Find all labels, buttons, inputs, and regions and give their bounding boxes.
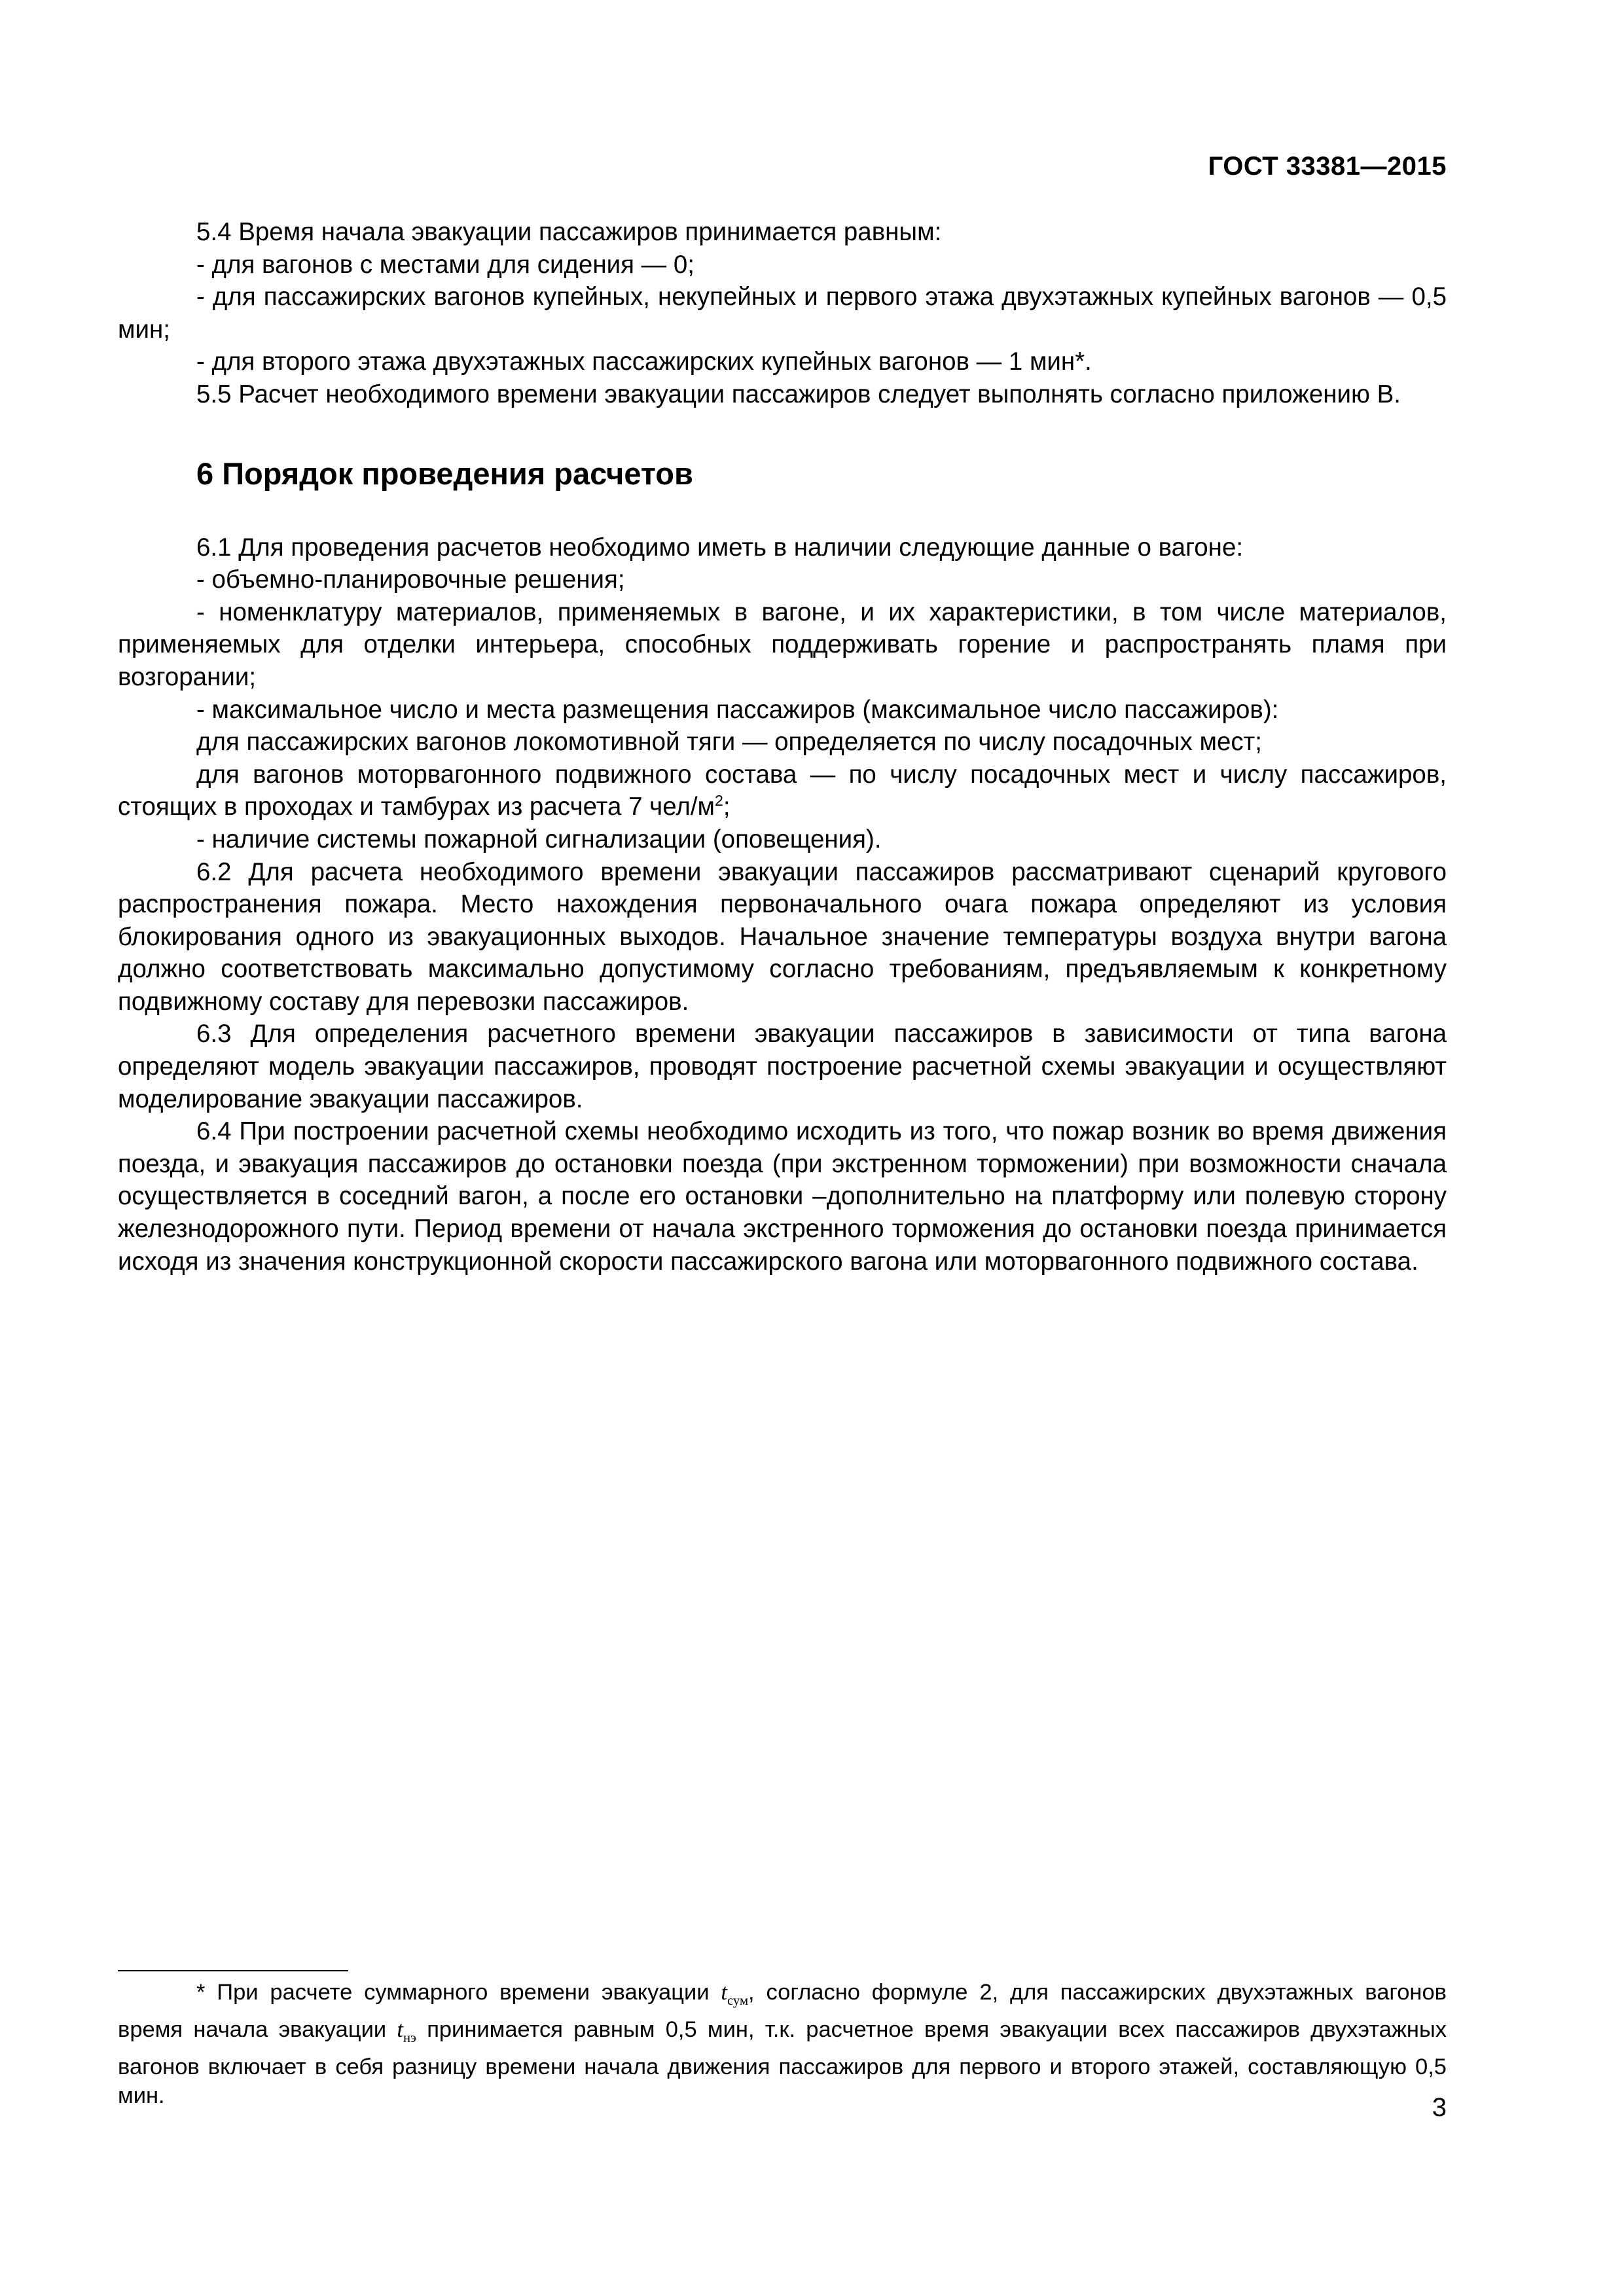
footnote-text-2: , согласно формуле 2, для пассажирских двухэтажных вагонов время начала эвакуации (118, 1980, 1447, 2042)
footnote-separator (118, 1970, 348, 1971)
list-item: - номенклатуру материалов, применяемых в вагоне, и их характеристики, в том числе материалов, применяемых для отделки интерьера, способных поддерживать горение и распространять пламя при возгорании; (118, 598, 1447, 691)
paragraph-6-2: 6.2 Для расчета необходимого времени эвакуации пассажиров рассматривают сценарий кругового распространения пожара. Место нахождения первоначального очага пожара определяют из условия блокирования одного из эвакуационных выходов. Начальное значение температуры воздуха внутри вагона должно соответствовать максимально допустимому согласно требованиям, предъявляемым к конкретному подвижному составу для перевозки пассажиров. (118, 857, 1447, 1016)
list-item: - для пассажирских вагонов купейных, некупейных и первого этажа двухэтажных купейных вагонов — 0,5 мин; (118, 283, 1447, 344)
paragraph-5-4: 5.4 Время начала эвакуации пассажиров принимается равным: (196, 218, 942, 246)
variable-symbol: t (721, 1980, 727, 2005)
list-item: - для второго этажа двухэтажных пассажирских купейных вагонов — 1 мин*. (196, 348, 1092, 376)
list-subitem (118, 759, 1447, 823)
variable-subscript: нэ (403, 2030, 416, 2045)
paragraph-6-1: 6.1 Для проведения расчетов необходимо иметь в наличии следующие данные о вагоне: (196, 533, 1244, 562)
footnote-text-3: принимается равным 0,5 мин, т.к. расчетное время эвакуации всех пассажиров двухэтажных вагонов включает в себя разницу времени начала движения пассажиров для первого и второго этажей, составляющую 0,5 мин. (118, 2017, 1447, 2108)
document-body (118, 216, 1447, 1278)
document-header: ГОСТ 33381—2015 (1208, 152, 1447, 181)
list-subitem-text: для вагонов моторвагонного подвижного состава — по числу посадочных мест и числу пассажиров, стоящих в проходах и тамбурах из расчета 7 чел/м (118, 760, 1447, 821)
paragraph-6-4: 6.4 При построении расчетной схемы необходимо исходить из того, что пожар возник во время движения поезда, и эвакуация пассажиров до остановки поезда (при экстренном торможении) при возможности сначала осуществляется в соседний вагон, а после его остановки –дополнительно на платформу или полевую сторону железнодорожного пути. Период времени от начала экстренного торможения до остановки поезда принимается исходя из значения конструкционной скорости пассажирского вагона или моторвагонного подвижного состава. (118, 1117, 1447, 1276)
list-item: - объемно-планировочные решения; (196, 565, 625, 594)
footnote (118, 1978, 1447, 2110)
list-item: - максимальное число и места размещения пассажиров (максимальное число пассажиров): (196, 695, 1279, 724)
variable-t-sum (721, 1980, 749, 2008)
page-number: 3 (1432, 2093, 1447, 2122)
footnote-text-1: * При расчете суммарного времени эвакуации (196, 1980, 721, 2005)
section-6-title: 6 Порядок проведения расчетов (196, 456, 693, 491)
paragraph-6-3: 6.3 Для определения расчетного времени эвакуации пассажиров в зависимости от типа вагона определяют модель эвакуации пассажиров, проводят построение расчетной схемы эвакуации и осуществляют моделирование эвакуации пассажиров. (118, 1020, 1447, 1113)
superscript: 2 (715, 792, 723, 810)
variable-subscript: сум (727, 1993, 749, 2008)
variable-symbol: t (397, 2017, 403, 2042)
variable-t-ne (397, 2017, 416, 2045)
list-item: - для вагонов с местами для сидения — 0; (196, 250, 695, 279)
list-item: - наличие системы пожарной сигнализации (оповещения). (196, 825, 882, 853)
list-subitem: для пассажирских вагонов локомотивной тяги — определяется по числу посадочных мест; (196, 728, 1262, 757)
paragraph-5-5: 5.5 Расчет необходимого времени эвакуации пассажиров следует выполнять согласно приложению В. (196, 380, 1401, 408)
list-subitem-end: ; (723, 793, 731, 821)
